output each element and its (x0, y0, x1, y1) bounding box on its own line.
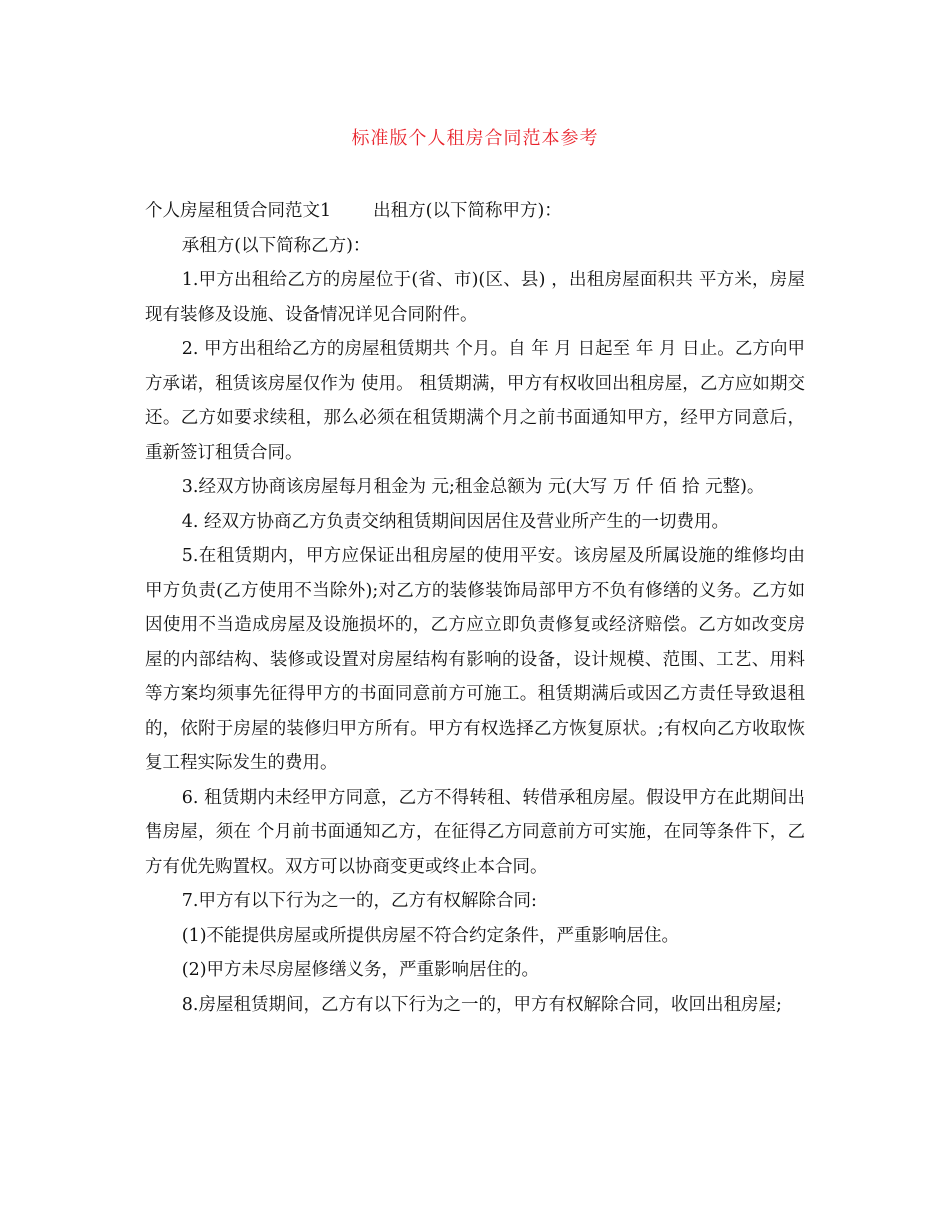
paragraph-clause-7: 7.甲方有以下行为之一的，乙方有权解除合同: (181, 891, 537, 911)
document-body (145, 194, 805, 1022)
paragraph-clause-5: 5.在租赁期内，甲方应保证出租房屋的使用平安。该房屋及所属设施的维修均由甲方负责(乙方使用不当除外);对乙方的装修装饰局部甲方不负有修缮的义务。乙方如因使用不当造成房屋及设施损坏的，乙方应立即负责修复或经济赔偿。乙方如改变房屋的内部结构、装修或设置对房屋结构有影响的设备，设计规模、范围、工艺、用料等方案均须事先征得甲方的书面同意前方可施工。租赁期满后或因乙方责任导致退租的，依附于房屋的装修归甲方所有。甲方有权选择乙方恢复原状。;有权向乙方收取恢复工程实际发生的费用。 (145, 546, 805, 773)
lessor-label: 出租方(以下简称甲方)： (373, 201, 562, 221)
paragraph-clause-4: 4. 经双方协商乙方负责交纳租赁期间因居住及营业所产生的一切费用。 (181, 511, 730, 532)
paragraph-clause-1: 1.甲方出租给乙方的房屋位于(省、市)(区、县) ，出租房屋面积共 平方米，房屋现有装修及设施、设备情况详见合同附件。 (145, 270, 805, 325)
paragraph-clause-7-item-2: (2)甲方未尽房屋修缮义务，严重影响居住的。 (181, 960, 540, 980)
paragraph-clause-2: 2. 甲方出租给乙方的房屋租赁期共 个月。自 年 月 日起至 年 月 日止。乙方向甲方承诺，租赁该房屋仅作为 使用。 租赁期满，甲方有权收回出租房屋，乙方应如期交还。乙方如要求续租，那么必须在租赁期满个月之前书面通知甲方，经甲方同意后，重新签订租赁合同。 (145, 339, 805, 463)
contract-heading (145, 194, 805, 229)
paragraph-clause-3: 3.经双方协商该房屋每月租金为 元;租金总额为 元(大写 万 仟 佰 拾 元整)。 (181, 477, 765, 497)
paragraph-clause-7-item-1: (1)不能提供房屋或所提供房屋不符合约定条件，严重影响居住。 (181, 925, 680, 946)
paragraph-clause-6: 6. 租赁期内未经甲方同意，乙方不得转租、转借承租房屋。假设甲方在此期间出售房屋，须在 个月前书面通知乙方，在征得乙方同意前方可实施，在同等条件下，乙方有优先购置权。双方可以协商变更或终止本合同。 (145, 787, 805, 877)
contract-name: 个人房屋租赁合同范文1 (145, 201, 332, 221)
paragraph-lessee: 承租方(以下简称乙方)： (181, 235, 371, 256)
paragraph-clause-8: 8.房屋租赁期间，乙方有以下行为之一的，甲方有权解除合同，收回出租房屋; (181, 994, 782, 1015)
document-title: 标准版个人租房合同范本参考 (351, 128, 599, 149)
